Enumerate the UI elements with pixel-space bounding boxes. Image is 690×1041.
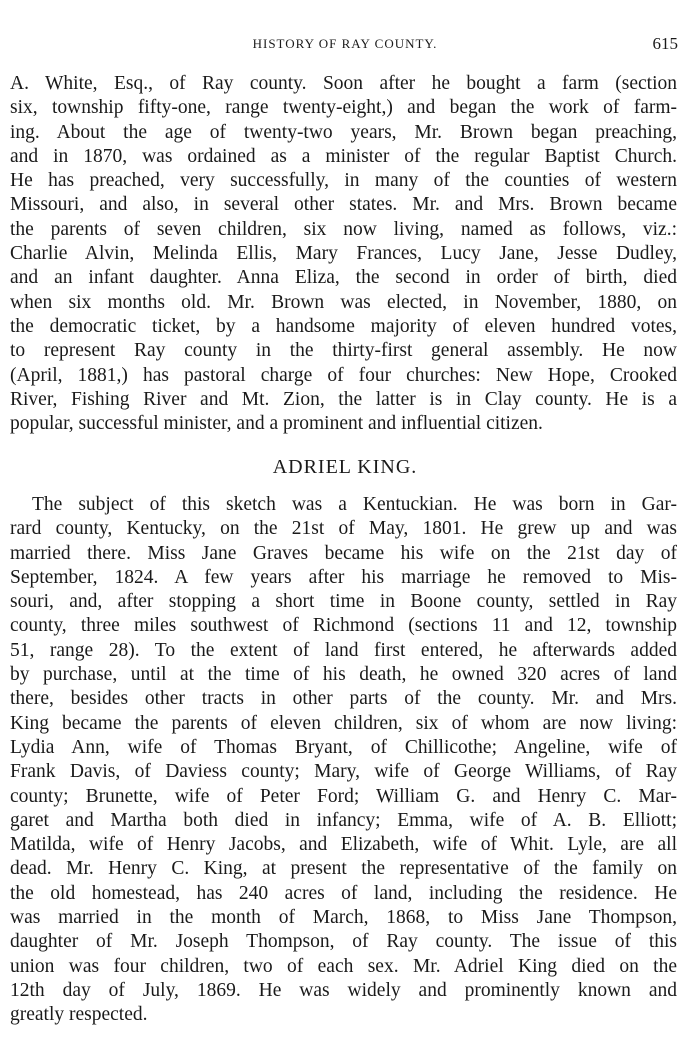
text-line: ing. About the age of twenty-two years, Mr. Brown began preaching, — [10, 121, 677, 143]
text-line: the parents of seven children, six now living, named as follows, viz.: — [10, 218, 677, 240]
text-line: September, 1824. A few years after his marriage he removed to Mis- — [10, 566, 677, 588]
text-line: to represent Ray county in the thirty-first general assembly. He now — [10, 340, 677, 362]
page-number: 615 — [652, 34, 678, 53]
text-line: He has preached, very successfully, in many of the counties of western — [10, 170, 677, 192]
text-line: Lydia Ann, wife of Thomas Bryant, of Chillicothe; Angeline, wife of — [10, 736, 677, 758]
text-line: married there. Miss Jane Graves became his wife on the 21st day of — [10, 542, 677, 564]
running-title: HISTORY OF RAY COUNTY. — [252, 36, 438, 51]
paragraph-brown-biography — [10, 72, 677, 436]
text-line: garet and Martha both died in infancy; Emma, wife of A. B. Elliott; — [10, 809, 677, 831]
text-line: the democratic ticket, by a handsome majority of eleven hundred votes, — [10, 315, 677, 337]
text-line: when six months old. Mr. Brown was elected, in November, 1880, on — [10, 291, 677, 313]
text-line: Charlie Alvin, Melinda Ellis, Mary Frances, Lucy Jane, Jesse Dudley, — [10, 243, 677, 265]
paragraph-adriel-king-biography — [10, 493, 677, 1028]
text-line: greatly respected. — [10, 1004, 148, 1026]
text-line: Frank Davis, of Daviess county; Mary, wife of George Williams, of Ray — [10, 761, 677, 783]
text-line: dead. Mr. Henry C. King, at present the representative of the family on — [10, 858, 677, 880]
text-line: and in 1870, was ordained as a minister of the regular Baptist Church. — [10, 145, 677, 167]
text-line: county; Brunette, wife of Peter Ford; William G. and Henry C. Mar- — [10, 785, 677, 807]
text-line: Missouri, and also, in several other states. Mr. and Mrs. Brown became — [10, 194, 677, 216]
text-line: (April, 1881,) has pastoral charge of four churches: New Hope, Crooked — [10, 364, 677, 386]
text-line: rard county, Kentucky, on the 21st of May, 1801. He grew up and was — [10, 518, 677, 540]
text-line: popular, successful minister, and a prominent and influential citizen. — [10, 413, 543, 435]
text-line: Matilda, wife of Henry Jacobs, and Elizabeth, wife of Whit. Lyle, are all — [10, 834, 677, 856]
text-line: was married in the month of March, 1868, to Miss Jane Thompson, — [10, 907, 677, 929]
page-header — [0, 34, 690, 54]
text-line: the old homestead, has 240 acres of land, including the residence. He — [10, 882, 677, 904]
text-line: 12th day of July, 1869. He was widely and prominently known and — [10, 979, 677, 1001]
text-line: A. White, Esq., of Ray county. Soon after he bought a farm (section — [10, 73, 677, 94]
text-line: daughter of Mr. Joseph Thompson, of Ray county. The issue of this — [10, 931, 677, 953]
text-line: River, Fishing River and Mt. Zion, the latter is in Clay county. He is a — [10, 388, 677, 410]
text-line: and an infant daughter. Anna Eliza, the second in order of birth, died — [10, 267, 677, 289]
section-heading: ADRIEL KING. — [272, 456, 418, 478]
text-line: by purchase, until at the time of his death, he owned 320 acres of land — [10, 664, 677, 686]
text-line: there, besides other tracts in other parts of the county. Mr. and Mrs. — [10, 688, 677, 710]
text-line: souri, and, after stopping a short time in Boone county, settled in Ray — [10, 591, 677, 613]
text-line: union was four children, two of each sex. Mr. Adriel King died on the — [10, 955, 677, 977]
text-line: county, three miles southwest of Richmond (sections 11 and 12, township — [10, 615, 677, 637]
text-line: The subject of this sketch was a Kentuckian. He was born in Gar- — [32, 494, 677, 515]
text-line: 51, range 28). To the extent of land first entered, he afterwards added — [10, 639, 677, 661]
text-line: six, township fifty-one, range twenty-eight,) and began the work of farm- — [10, 97, 677, 119]
text-line: King became the parents of eleven children, six of whom are now living: — [10, 712, 677, 734]
